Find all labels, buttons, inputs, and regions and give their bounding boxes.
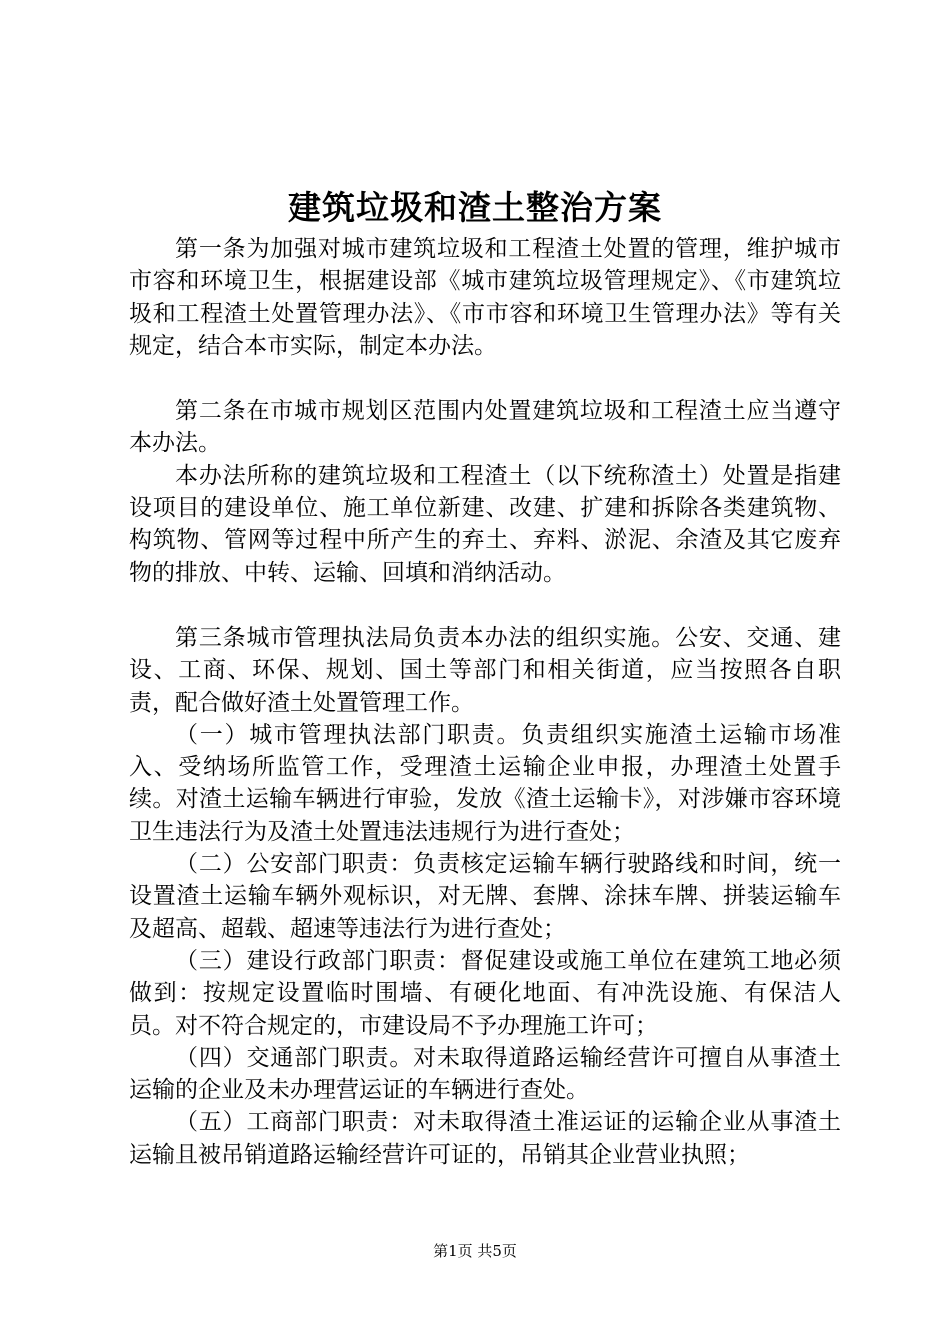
paragraph-duty-3: （三）建设行政部门职责：督促建设或施工单位在建筑工地必须做到：按规定设置临时围墙、有硬化地面、有冲洗设施、有保洁人员。对不符合规定的，市建设局不予办理施工许可； bbox=[129, 947, 841, 1039]
paragraph-duty-4: （四）交通部门职责。对未取得道路运输经营许可擅自从事渣土运输的企业及未办理营运证的车辆进行查处。 bbox=[129, 1044, 841, 1104]
paragraph-article-2: 第二条在市城市规划区范围内处置建筑垃圾和工程渣土应当遵守本办法。 bbox=[129, 398, 841, 457]
paragraph-duty-5: （五）工商部门职责：对未取得渣土准运证的运输企业从事渣土运输且被吊销道路运输经营许可证的，吊销其企业营业执照； bbox=[129, 1109, 841, 1168]
paragraph-article-3: 第三条城市管理执法局负责本办法的组织实施。公安、交通、建设、工商、环保、规划、国土等部门和相关街道，应当按照各自职责，配合做好渣土处置管理工作。 bbox=[129, 624, 841, 716]
paragraph-spacer bbox=[129, 362, 841, 395]
paragraph-duty-1: （一）城市管理执法部门职责。负责组织实施渣土运输市场准入、受纳场所监管工作，受理渣土运输企业申报，办理渣土处置手续。对渣土运输车辆进行审验，发放《渣土运输卡》，对涉嫌市容环境卫生违法行为及渣土处置违法违规行为进行查处； bbox=[129, 721, 841, 845]
paragraph-duty-2: （二）公安部门职责：负责核定运输车辆行驶路线和时间，统一设置渣土运输车辆外观标识，对无牌、套牌、涂抹车牌、拼装运输车及超高、超载、超速等违法行为进行查处； bbox=[129, 851, 841, 942]
page-number-footer: 第1页 共5页 bbox=[433, 1242, 517, 1260]
paragraph-spacer bbox=[129, 589, 841, 622]
paragraph-article-1: 第一条为加强对城市建筑垃圾和工程渣土处置的管理，维护城市市容和环境卫生，根据建设部《城市建筑垃圾管理规定》、《市建筑垃圾和工程渣土处置管理办法》、《市市容和环境卫生管理办法》等有关规定，结合本市实际，制定本办法。 bbox=[129, 236, 841, 359]
paragraph-definition: 本办法所称的建筑垃圾和工程渣土（以下统称渣土）处置是指建设项目的建设单位、施工单位新建、改建、扩建和拆除各类建筑物、构筑物、管网等过程中所产生的弃土、弃料、淤泥、余渣及其它废弃物的排放、中转、运输、回填和消纳活动。 bbox=[129, 462, 841, 586]
document-body bbox=[129, 233, 841, 1171]
document-title: 建筑垃圾和渣土整治方案 bbox=[288, 188, 662, 227]
